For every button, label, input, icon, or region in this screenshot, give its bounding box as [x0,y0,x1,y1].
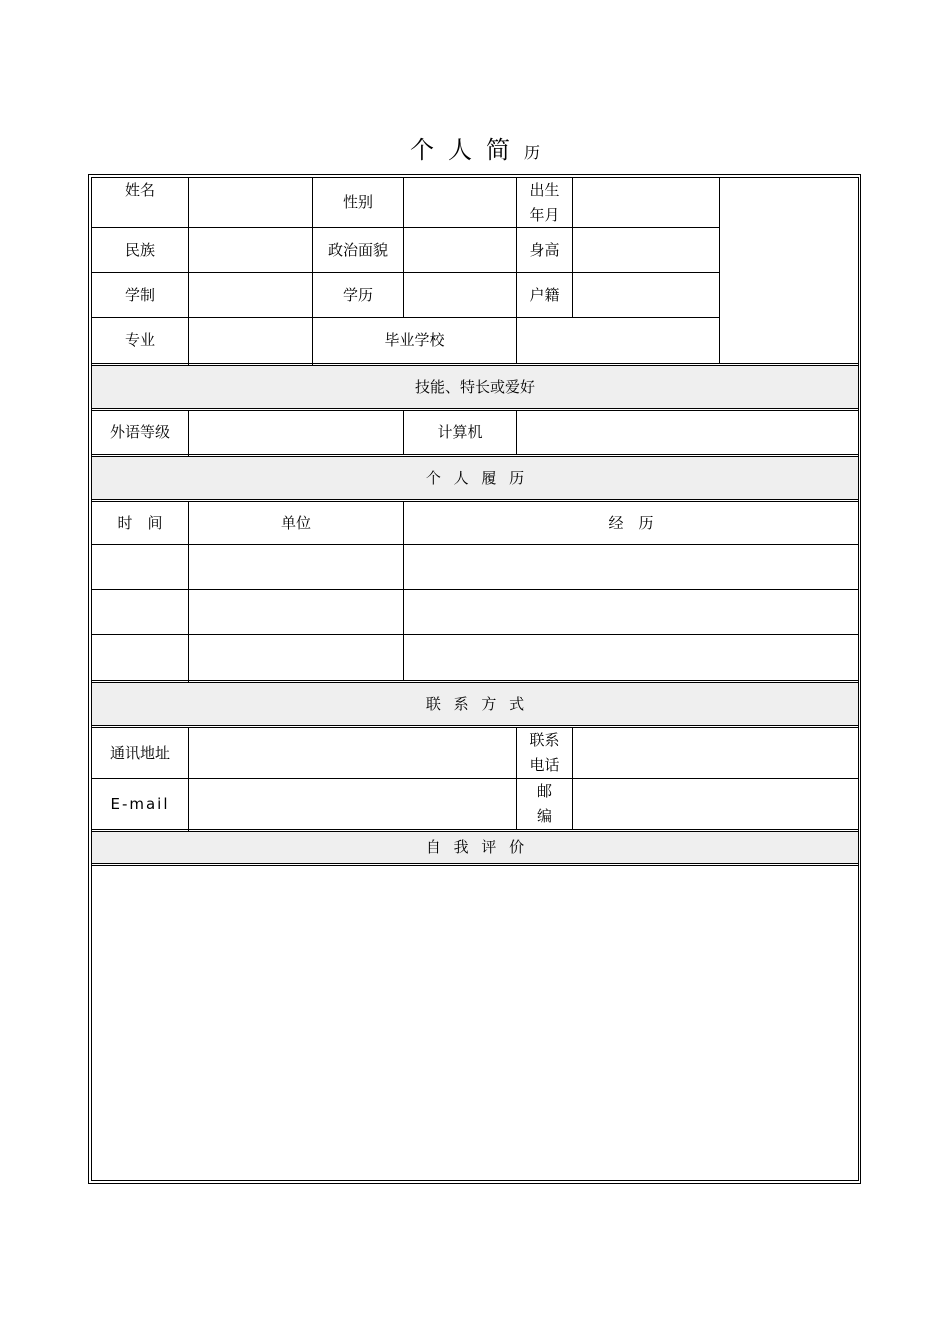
postcode-label [517,779,572,829]
hukou-label: 户籍 [529,285,560,304]
language-value[interactable] [189,411,403,454]
col-header-unit: 单位 [280,513,311,532]
politics-value[interactable] [404,228,516,272]
title-char: 简 [485,136,510,164]
gender-value[interactable] [404,178,516,227]
school-value[interactable] [517,318,719,363]
email-value[interactable] [189,779,516,829]
birth-value[interactable] [573,178,719,227]
height-label: 身高 [529,240,560,259]
name-label: 姓名 [124,180,155,199]
row-line [91,454,859,455]
photo-area[interactable] [720,178,858,363]
table-row[interactable] [92,635,858,680]
major-value[interactable] [189,318,312,363]
row-line [91,863,859,864]
computer-label: 计算机 [437,423,483,441]
postcode-label-line2: 编 [536,807,552,825]
name-value[interactable] [189,178,312,227]
experience-section-title: 个 人 履 历 [425,468,525,487]
phone-label [517,728,572,778]
birth-label-line2: 年月 [529,205,560,224]
title-char: 人 [447,136,472,164]
gender-label: 性别 [342,193,373,211]
hukou-value[interactable] [573,273,719,317]
address-value[interactable] [189,728,516,778]
phone-label-line2: 电话 [529,756,560,774]
schooling-label: 学制 [124,285,155,304]
contact-section-title: 联 系 方 式 [425,694,525,713]
inner-border-bottom [91,1180,859,1181]
education-label: 学历 [342,285,373,304]
height-value[interactable] [573,228,719,272]
phone-label-line1: 联系 [529,731,560,749]
self-eval-section-title: 自 我 评 价 [425,838,525,856]
computer-value[interactable] [517,411,858,454]
page-title [0,130,950,165]
school-label: 毕业学校 [384,331,445,349]
row-line [91,680,859,681]
postcode-label-line1: 邮 [536,782,552,800]
table-row[interactable] [92,545,858,589]
title-char: 历 [523,143,540,162]
major-label: 专业 [124,331,155,349]
ethnicity-label: 民族 [124,240,155,259]
row-line [91,725,859,726]
row-line [91,829,859,830]
postcode-value[interactable] [573,779,858,829]
address-label: 通讯地址 [109,743,170,762]
politics-label: 政治面貌 [327,240,388,259]
language-label: 外语等级 [109,423,170,441]
row-line [91,363,859,364]
self-eval-area[interactable] [92,866,858,1180]
row-line [91,499,859,500]
skills-section-title: 技能、特长或爱好 [414,377,535,396]
table-row[interactable] [92,590,858,634]
email-label: E-mail [110,794,170,813]
education-value[interactable] [404,273,516,317]
birth-label [517,178,572,227]
schooling-value[interactable] [189,273,312,317]
title-char: 个 [409,136,434,164]
col-header-detail: 经 历 [608,513,654,532]
phone-value[interactable] [573,728,858,778]
row-line [91,408,859,409]
ethnicity-value[interactable] [189,228,312,272]
col-header-time: 时 间 [117,513,163,532]
inner-border-right [858,177,859,1181]
birth-label-line1: 出生 [529,180,560,199]
